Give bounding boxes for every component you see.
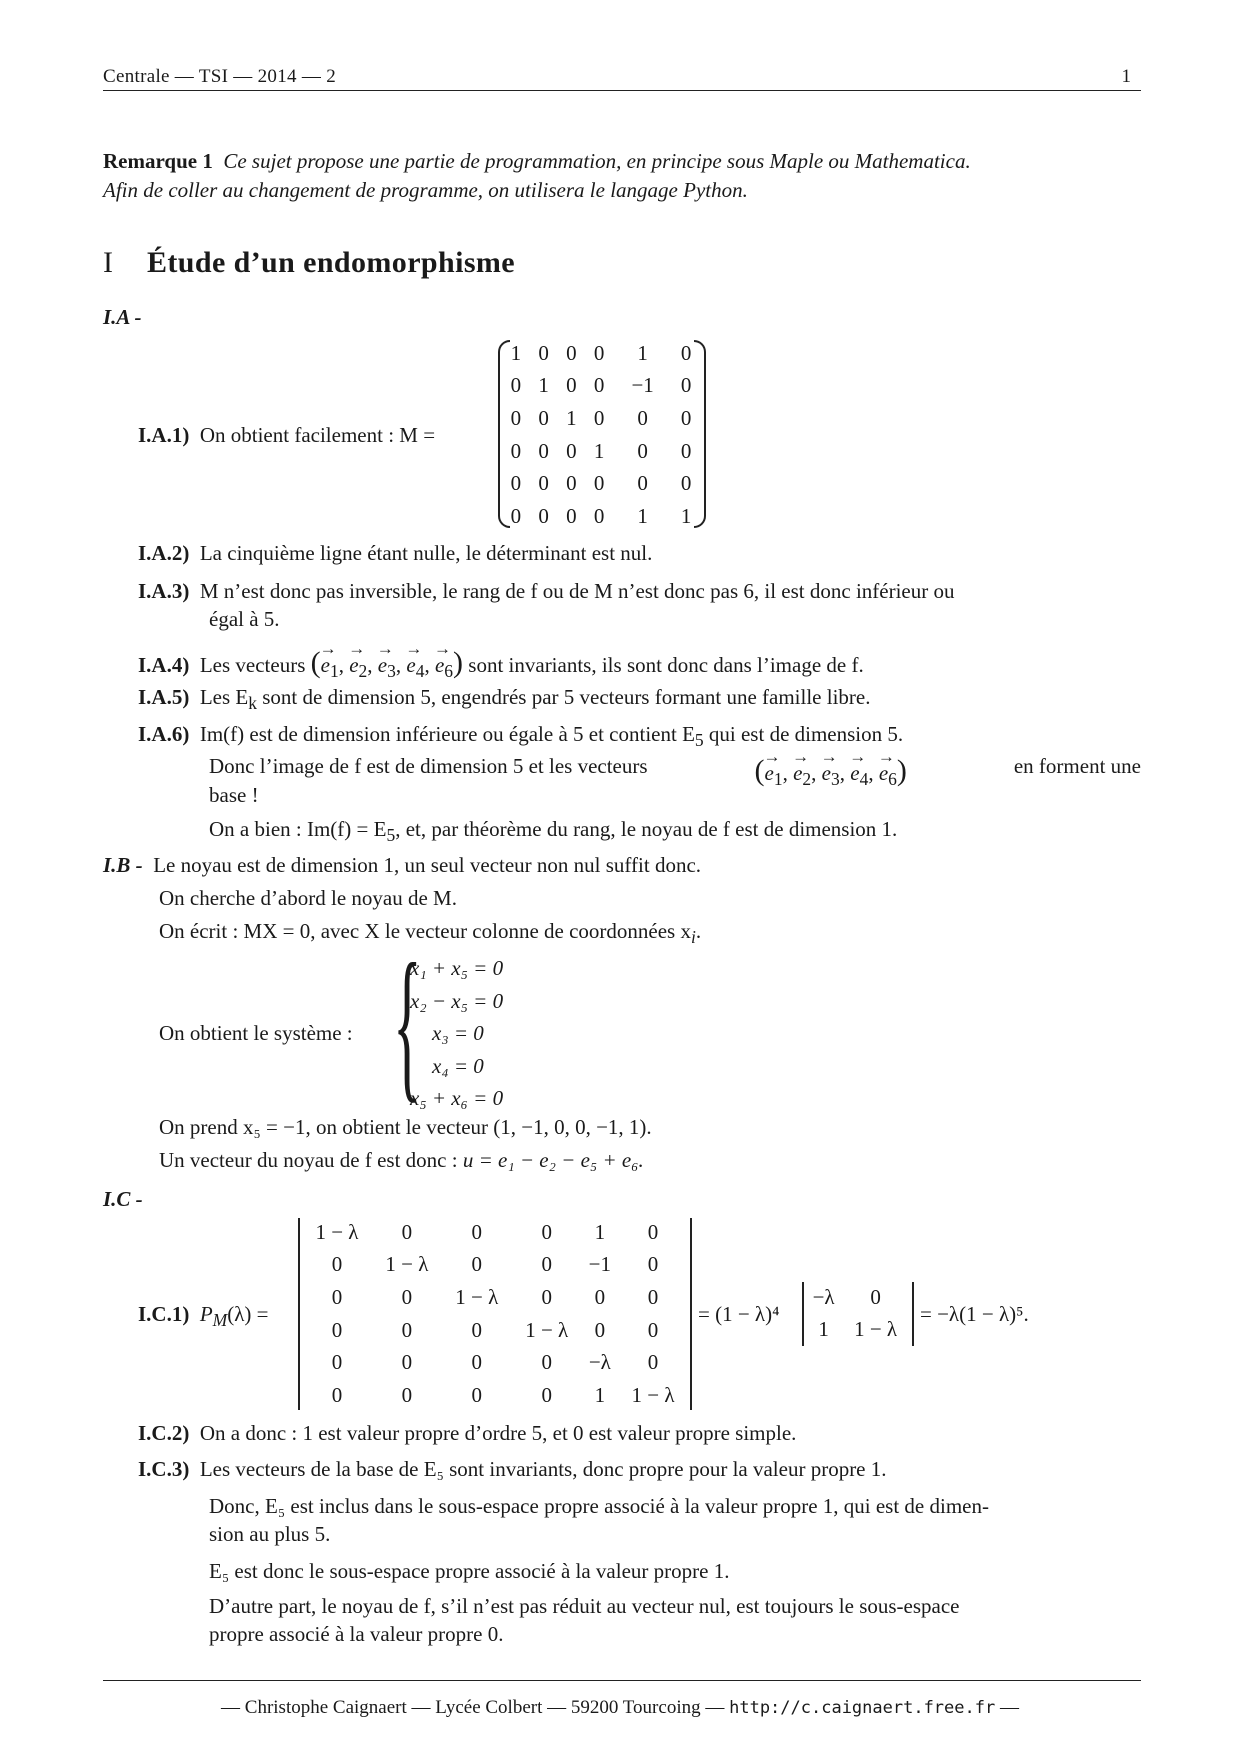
IC3-l5: D’autre part, le noyau de f, s’il n’est pas réduit au vecteur nul, est toujours le sous-espace	[209, 1594, 960, 1618]
IC2-text: On a donc : 1 est valeur propre d’ordre 5, et 0 est valeur propre simple.	[199, 1421, 797, 1445]
footer-end: —	[999, 1697, 1019, 1718]
IC3-l2: Donc, E₅ est inclus dans le sous-espace propre associé à la valeur propre 1, qui est de dimen-	[209, 1494, 989, 1518]
remark	[103, 147, 1143, 205]
matrix-M	[502, 337, 700, 533]
IA2-label: I.A.2)	[138, 541, 190, 565]
system-equation: x₄ = 0	[432, 1053, 484, 1078]
matrix-cell: 0	[593, 373, 605, 398]
matrix-row	[502, 467, 700, 500]
basis-vector: → $e_3$	[822, 761, 840, 790]
matrix-cell: −λ	[588, 1350, 611, 1375]
matrix-cell: 0	[538, 438, 549, 463]
matrix-cell: 0	[538, 471, 549, 496]
vector-index: 3	[387, 661, 396, 682]
IA5-text: Les E	[199, 685, 249, 709]
basis-vector: → $e_6$	[879, 761, 897, 790]
matrix-cell: 0	[538, 503, 549, 528]
matrix-row	[502, 500, 700, 533]
matrix-row	[302, 1314, 688, 1347]
matrix-cell: 0	[541, 1382, 552, 1407]
IC3	[138, 1457, 887, 1482]
IA6-l2b: en forment une	[1013, 754, 1141, 778]
matrix-cell: 0	[331, 1317, 343, 1342]
IB-l5a: Un vecteur du noyau de f est donc :	[159, 1148, 458, 1172]
separator: ,	[367, 653, 378, 677]
matrix-cell: 0	[594, 1284, 606, 1309]
IA6-l1sub: 5	[694, 730, 704, 751]
matrix-cell: 0	[541, 1219, 552, 1244]
matrix-cell: 1 − λ	[455, 1284, 499, 1309]
separator: ,	[338, 653, 350, 677]
footer-text: — Christophe Caignaert — Lycée Colbert — 59200 Tourcoing —	[221, 1697, 725, 1718]
IA5-label: I.A.5)	[138, 685, 190, 709]
matrix-cell: 0	[471, 1219, 483, 1244]
matrix-row	[806, 1281, 910, 1314]
IA6-line-2	[209, 754, 1141, 790]
matrix-cell: 0	[680, 340, 692, 365]
section-title-text: Étude d’un endomorphisme	[147, 246, 516, 279]
matrix-cell: 1	[594, 1382, 606, 1407]
IB-line-2: On cherche d’abord le noyau de M.	[159, 886, 457, 910]
basis-vector: → $e_3$	[378, 653, 396, 682]
vector-index: 2	[358, 661, 368, 682]
matrix-cell: 1	[510, 340, 522, 365]
page-number: 1	[1121, 66, 1131, 87]
matrix-cell: 1 − λ	[525, 1317, 569, 1342]
matrix-cell: 0	[637, 405, 648, 430]
matrix-cell: 0	[331, 1284, 343, 1309]
matrix-cell: 0	[566, 340, 577, 365]
matrix-cell: 1 − λ	[631, 1382, 675, 1407]
matrix-cell: 0	[680, 373, 692, 398]
linear-system	[410, 952, 503, 1115]
IA5	[138, 685, 870, 714]
section-title	[103, 246, 515, 280]
matrix-cell: 0	[566, 471, 577, 496]
separator: ,	[868, 761, 879, 785]
IC3-l4: E₅ est donc le sous-espace propre associé à la valeur propre 1.	[209, 1559, 730, 1583]
matrix-cell: 0	[510, 405, 522, 430]
IA4-post: sont invariants, ils sont donc dans l’image de f.	[468, 653, 864, 677]
remark-line-1: Ce sujet propose une partie de programmation, en principe sous Maple ou Mathematica.	[223, 149, 971, 173]
matrix-cell: 0	[331, 1382, 343, 1407]
basis-vector: → $e_4$	[850, 761, 868, 790]
IA4-pre: Les vecteurs	[199, 653, 306, 677]
det-left-bar	[298, 1218, 300, 1410]
characteristic-determinant	[302, 1216, 688, 1412]
IA2	[138, 541, 652, 566]
matrix-cell: 0	[538, 340, 549, 365]
remark-line-2: Afin de coller au changement de programme, on utilisera le langage Python.	[103, 178, 748, 202]
matrix-cell: −1	[631, 373, 654, 398]
header-rule	[103, 90, 1141, 91]
IB-l3sub: i	[690, 927, 696, 948]
vector-index: 4	[415, 661, 425, 682]
matrix-row	[302, 1281, 688, 1314]
matrix-cell: 0	[566, 373, 577, 398]
subsection-IA: I.A -	[103, 305, 142, 329]
matrix-cell: 1	[594, 1219, 606, 1244]
matrix-row	[502, 370, 700, 403]
matrix-cell: 0	[471, 1252, 483, 1277]
matrix-cell: 0	[647, 1284, 659, 1309]
matrix-cell: 1	[637, 503, 648, 528]
system-equation: x₅ + x₆ = 0	[410, 1086, 504, 1110]
IA6-label: I.A.6)	[138, 722, 190, 746]
subsection-IB: I.B -	[103, 853, 143, 877]
det2-right-bar	[912, 1282, 914, 1346]
footer-rule	[103, 1680, 1141, 1681]
IC3-para-3	[209, 1592, 1141, 1648]
matrix-cell: 0	[401, 1284, 413, 1309]
IA3-line-2: égal à 5.	[209, 607, 280, 631]
IA6-l2a: Donc l’image de f est de dimension 5 et les vecteurs	[209, 754, 648, 778]
vector-family-close: )	[896, 754, 907, 787]
section-number: I	[103, 246, 114, 279]
remark-label: Remarque 1	[103, 149, 213, 173]
matrix-cell: −λ	[812, 1284, 835, 1309]
IA5-sub: k	[248, 693, 257, 714]
matrix-row	[502, 435, 700, 468]
matrix-cell: 0	[538, 405, 549, 430]
matrix-cell: 1 − λ	[385, 1252, 429, 1277]
IB-line-1	[103, 853, 701, 878]
IA6-l1a: Im(f) est de dimension inférieure ou égale à 5 et contient E	[199, 722, 695, 746]
matrix-cell: 0	[401, 1382, 413, 1407]
matrix-cell: 0	[510, 373, 522, 398]
IA5-rest: sont de dimension 5, engendrés par 5 vecteurs formant une famille libre.	[257, 685, 871, 709]
matrix-cell: 0	[401, 1350, 413, 1375]
matrix-cell: 0	[510, 438, 522, 463]
IC1-arg: (λ) =	[227, 1302, 269, 1326]
vector-index: 6	[444, 661, 454, 682]
matrix-cell: 0	[593, 405, 605, 430]
vector-index: 3	[830, 769, 840, 790]
matrix-cell: 0	[647, 1317, 659, 1342]
IA1-text: On obtient facilement : M =	[199, 423, 436, 447]
IA2-text: La cinquième ligne étant nulle, le déterminant est nul.	[199, 541, 653, 565]
matrix-cell: 0	[471, 1382, 483, 1407]
basis-vector: → $e_2$	[793, 761, 811, 790]
system-brace: {	[393, 929, 422, 1117]
matrix-cell: 0	[471, 1317, 483, 1342]
basis-vector: → $e_1$	[321, 653, 339, 682]
vector-index: 1	[329, 661, 339, 682]
vector-family-open: (	[310, 646, 321, 679]
IB-l1: Le noyau est de dimension 1, un seul vecteur non nul suffit donc.	[153, 853, 702, 877]
IB-l3end: .	[695, 919, 702, 943]
system-equation: x₃ = 0	[432, 1021, 484, 1045]
IC3-l3: sion au plus 5.	[209, 1522, 331, 1546]
IC1-P: P	[199, 1302, 213, 1326]
kernel-vector: u = e₁ − e₂ − e₅ + e₆.	[462, 1148, 644, 1172]
IB-l3: On écrit : MX = 0, avec X le vecteur colonne de coordonnées x	[159, 919, 691, 943]
IC3-l1: Les vecteurs de la base de E₅ sont invariants, donc propre pour la valeur propre 1.	[199, 1457, 887, 1481]
IB-line-5	[159, 1148, 644, 1173]
basis-vector: → $e_2$	[349, 653, 367, 682]
minor-determinant	[806, 1281, 910, 1346]
IB-line-4: On prend x₅ = −1, on obtient le vecteur (1, −1, 0, 0, −1, 1).	[159, 1115, 652, 1139]
vector-index: 1	[773, 769, 783, 790]
matrix-cell: 0	[647, 1350, 659, 1375]
matrix-cell: 0	[870, 1284, 881, 1309]
matrix-cell: 0	[594, 1317, 606, 1342]
matrix-cell: 0	[637, 471, 648, 496]
matrix-cell: −1	[588, 1252, 612, 1277]
matrix-cell: 0	[680, 438, 692, 463]
IA6-l4a: On a bien : Im(f) = E	[209, 817, 387, 841]
IC1-sub: M	[212, 1310, 228, 1331]
vector-family-1	[320, 653, 454, 682]
matrix-cell: 0	[331, 1350, 343, 1375]
matrix-cell: 0	[541, 1284, 552, 1309]
IA6-line-3: base !	[209, 783, 259, 807]
matrix-row	[806, 1314, 910, 1347]
vector-index: 2	[802, 769, 812, 790]
det-right-bar	[690, 1218, 692, 1410]
vector-family-2	[764, 761, 897, 790]
IC2-label: I.C.2)	[138, 1421, 190, 1445]
matrix-cell: 0	[541, 1350, 552, 1375]
matrix-cell: 0	[637, 438, 648, 463]
vector-index: 6	[888, 769, 897, 790]
vector-family-open: (	[754, 754, 765, 787]
system-label: On obtient le système :	[159, 1021, 353, 1045]
IA3-line-1: M n’est donc pas inversible, le rang de f ou de M n’est donc pas 6, il est donc inférieur ou	[199, 579, 955, 603]
matrix-row	[302, 1249, 688, 1282]
matrix-row	[302, 1379, 688, 1412]
IA6-l1b: qui est de dimension 5.	[703, 722, 904, 746]
footer	[0, 1697, 1240, 1719]
matrix-row	[302, 1346, 688, 1379]
IC3-para-2	[209, 1492, 1141, 1548]
matrix-row	[302, 1216, 688, 1249]
matrix-cell: 0	[541, 1252, 552, 1277]
matrix-cell: 1	[818, 1317, 829, 1342]
matrix-cell: 1	[593, 438, 605, 463]
IA4	[138, 646, 864, 682]
system-equation: x₂ − x₅ = 0	[410, 988, 504, 1013]
det2-left-bar	[802, 1282, 804, 1346]
matrix-cell: 0	[647, 1219, 659, 1244]
matrix-cell: 0	[510, 471, 522, 496]
vector-index: 4	[859, 769, 869, 790]
matrix-cell: 0	[566, 503, 577, 528]
IA1	[138, 423, 435, 448]
IA6-line-4	[209, 817, 897, 846]
basis-vector: → $e_1$	[765, 761, 783, 790]
separator: ,	[424, 653, 435, 677]
matrix-cell: 0	[471, 1350, 483, 1375]
separator: ,	[395, 653, 407, 677]
matrix-row	[502, 337, 700, 370]
matrix-cell: 0	[593, 471, 605, 496]
IA6-line-1	[138, 722, 903, 751]
matrix-cell: 0	[331, 1252, 343, 1277]
matrix-cell: 0	[680, 471, 692, 496]
matrix-row	[502, 402, 700, 435]
IA4-label: I.A.4)	[138, 653, 190, 677]
IC3-label: I.C.3)	[138, 1457, 190, 1481]
char-poly-result: = −λ(1 − λ)⁵.	[920, 1302, 1029, 1326]
basis-vector: → $e_4$	[406, 653, 424, 682]
matrix-cell: 0	[593, 503, 605, 528]
det-factor: = (1 − λ)⁴	[698, 1302, 780, 1326]
matrix-cell: 0	[680, 405, 692, 430]
matrix-cell: 0	[593, 340, 605, 365]
subsection-IC: I.C -	[103, 1187, 143, 1211]
IA1-label: I.A.1)	[138, 423, 190, 447]
vector-family-close: )	[453, 646, 464, 679]
separator: ,	[782, 761, 794, 785]
matrix-cell: 1	[637, 340, 648, 365]
IA3-label: I.A.3)	[138, 579, 190, 603]
IA6-l4sub: 5	[386, 825, 396, 846]
separator: ,	[839, 761, 851, 785]
matrix-cell: 1	[566, 405, 577, 430]
IA3	[138, 577, 1143, 633]
matrix-cell: 1	[680, 503, 692, 528]
IA6-l4b: , et, par théorème du rang, le noyau de f est de dimension 1.	[395, 817, 898, 841]
matrix-cell: 1 − λ	[854, 1317, 898, 1342]
matrix-cell: 0	[401, 1219, 413, 1244]
running-header: Centrale — TSI — 2014 — 2	[103, 66, 337, 87]
basis-vector: → $e_6$	[435, 653, 453, 682]
IC3-l6: propre associé à la valeur propre 0.	[209, 1622, 504, 1646]
matrix-cell: 0	[401, 1317, 413, 1342]
matrix-cell: 0	[510, 503, 522, 528]
separator: ,	[811, 761, 822, 785]
matrix-cell: 1	[538, 373, 549, 398]
footer-link[interactable]: http://c.caignaert.free.fr	[729, 1698, 996, 1718]
IC1-label: I.C.1)	[138, 1302, 190, 1326]
IB-line-3	[159, 919, 701, 948]
system-equation: x₁ + x₅ = 0	[410, 956, 504, 980]
IC1	[138, 1302, 269, 1331]
matrix-cell: 1 − λ	[315, 1219, 359, 1244]
matrix-cell: 0	[566, 438, 577, 463]
IC2	[138, 1421, 796, 1446]
matrix-cell: 0	[647, 1252, 659, 1277]
